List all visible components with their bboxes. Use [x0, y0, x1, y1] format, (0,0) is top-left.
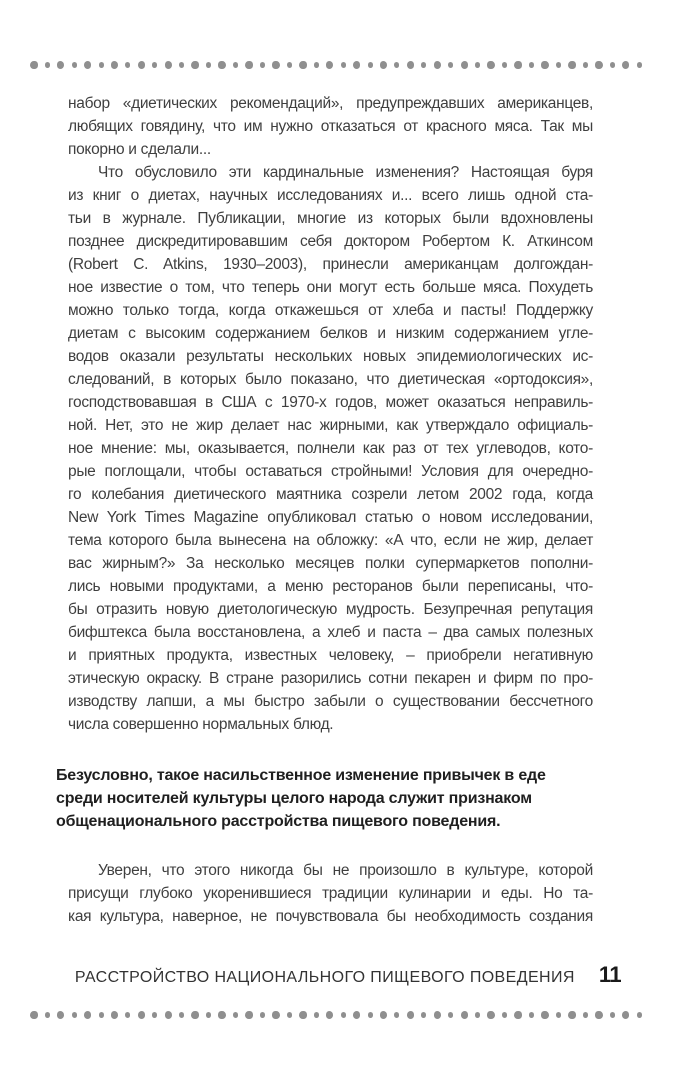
decorative-dot [45, 1012, 50, 1018]
decorative-dot [529, 62, 534, 68]
text-line: вас жирным?» За несколько месяцев полки супермаркетов пополни- [68, 555, 593, 572]
top-dotted-border [30, 58, 642, 72]
decorative-dot [99, 62, 104, 68]
decorative-dot [30, 1011, 38, 1019]
decorative-dot [461, 61, 469, 69]
page-footer [0, 962, 696, 988]
decorative-dot [165, 61, 173, 69]
decorative-dot [407, 61, 415, 69]
decorative-dot [368, 62, 373, 68]
decorative-dot [245, 1011, 253, 1019]
text-line: изводству лапши, а мы быстро забыли о существовании бессчетного [68, 693, 593, 710]
bottom-dotted-border [30, 1008, 642, 1022]
decorative-dot [637, 1012, 642, 1018]
text-line: и приятных продукта, известных человеку, – приобрели негативную [68, 647, 593, 664]
decorative-dot [57, 61, 65, 69]
text-line: следований, в которых было показано, что диетическая «ортодоксия», [68, 371, 593, 388]
decorative-dot [368, 1012, 373, 1018]
decorative-dot [152, 62, 157, 68]
text-line: покорно и сделали... [68, 141, 211, 158]
decorative-dot [165, 1011, 173, 1019]
decorative-dot [394, 62, 399, 68]
decorative-dot [583, 1012, 588, 1018]
page-number: 11 [598, 962, 622, 987]
body-paragraph [68, 92, 593, 161]
decorative-dot [421, 62, 426, 68]
decorative-dot [111, 1011, 119, 1019]
decorative-dot [152, 1012, 157, 1018]
text-line: кая культура, наверное, не почувствовала бы необходимость создания [68, 908, 593, 925]
decorative-dot [72, 1012, 77, 1018]
decorative-dot [206, 1012, 211, 1018]
decorative-dot [622, 1011, 630, 1019]
decorative-dot [353, 1011, 361, 1019]
decorative-dot [218, 1011, 226, 1019]
decorative-dot [475, 62, 480, 68]
decorative-dot [434, 1011, 442, 1019]
body-paragraph [68, 859, 593, 928]
decorative-dot [233, 62, 238, 68]
text-line: Уверен, что этого никогда бы не произошло в культуре, которой [98, 862, 593, 879]
decorative-dot [287, 62, 292, 68]
decorative-dot [595, 61, 603, 69]
text-line: тема которого была вынесена на обложку: «А что, если не жир, делает [68, 532, 593, 549]
decorative-dot [568, 61, 576, 69]
decorative-dot [487, 61, 495, 69]
page-text-block [56, 92, 593, 928]
decorative-dot [610, 1012, 615, 1018]
decorative-dot [529, 1012, 534, 1018]
decorative-dot [272, 61, 280, 69]
decorative-dot [287, 1012, 292, 1018]
decorative-dot [556, 1012, 561, 1018]
text-line: среди носителей культуры целого народа служит признаком [56, 790, 532, 807]
text-line: New York Times Magazine опубликовал статью о новом исследовании, [68, 509, 593, 526]
text-line: ное известие о том, что теперь они могут есть больше мяса. Похудеть [68, 279, 593, 296]
decorative-dot [556, 62, 561, 68]
decorative-dot [272, 1011, 280, 1019]
decorative-dot [57, 1011, 65, 1019]
decorative-dot [326, 1011, 334, 1019]
decorative-dot [233, 1012, 238, 1018]
text-line: господствовавшая в США с 1970-х годов, может оказаться неправиль- [68, 394, 593, 411]
decorative-dot [448, 1012, 453, 1018]
running-title: РАССТРОЙСТВО НАЦИОНАЛЬНОГО ПИЩЕВОГО ПОВЕДЕНИЯ [74, 969, 575, 986]
decorative-dot [541, 1011, 549, 1019]
decorative-dot [138, 1011, 146, 1019]
text-line: рые поглощали, чтобы оставаться стройными! Условия для очередно- [68, 463, 593, 480]
decorative-dot [380, 61, 388, 69]
decorative-dot [595, 1011, 603, 1019]
text-line: общенационального расстройства пищевого поведения. [56, 813, 501, 830]
decorative-dot [45, 62, 50, 68]
decorative-dot [84, 1011, 92, 1019]
text-line: бы отразить новую диетологическую мудрость. Безупречная репутация [68, 601, 593, 618]
decorative-dot [622, 61, 630, 69]
text-line: присущи глубоко укоренившиеся традиции кулинарии и еды. Но та- [68, 885, 593, 902]
text-line: лись новыми продуктами, а меню ресторанов были переписаны, что- [68, 578, 593, 595]
decorative-dot [487, 1011, 495, 1019]
text-line: из книг о диетах, научных исследованиях и... всего лишь одной ста- [68, 187, 593, 204]
decorative-dot [502, 62, 507, 68]
decorative-dot [99, 1012, 104, 1018]
decorative-dot [583, 62, 588, 68]
highlight-paragraph [56, 764, 593, 833]
decorative-dot [461, 1011, 469, 1019]
decorative-dot [299, 1011, 307, 1019]
decorative-dot [541, 61, 549, 69]
decorative-dot [245, 61, 253, 69]
text-line: набор «диетических рекомендаций», предупреждавших американцев, [68, 95, 593, 112]
decorative-dot [30, 61, 38, 69]
text-line: бифштекса была восстановлена, а хлеб и паста – два самых полезных [68, 624, 593, 641]
decorative-dot [514, 61, 522, 69]
decorative-dot [637, 62, 642, 68]
text-line: этическую окраску. В стране разорились сотни пекарен и фирм по про- [68, 670, 593, 687]
decorative-dot [502, 1012, 507, 1018]
text-line: можно только тогда, когда откажешься от хлеба и пасты! Поддержку [68, 302, 593, 319]
decorative-dot [394, 1012, 399, 1018]
decorative-dot [260, 1012, 265, 1018]
text-line: любящих говядину, что им нужно отказаться от красного мяса. Так мы [68, 118, 593, 135]
decorative-dot [138, 61, 146, 69]
decorative-dot [125, 62, 130, 68]
decorative-dot [407, 1011, 415, 1019]
decorative-dot [111, 61, 119, 69]
decorative-dot [72, 62, 77, 68]
decorative-dot [421, 1012, 426, 1018]
text-line: Что обусловило эти кардинальные изменения? Настоящая буря [98, 164, 593, 181]
decorative-dot [314, 1012, 319, 1018]
decorative-dot [341, 1012, 346, 1018]
decorative-dot [84, 61, 92, 69]
text-line: позднее дискредитировавшим себя доктором Робертом К. Аткинсом [68, 233, 593, 250]
decorative-dot [179, 1012, 184, 1018]
decorative-dot [179, 62, 184, 68]
decorative-dot [191, 1011, 199, 1019]
decorative-dot [610, 62, 615, 68]
text-line: го колебания диетического маятника созрели летом 2002 года, когда [68, 486, 593, 503]
decorative-dot [218, 61, 226, 69]
decorative-dot [341, 62, 346, 68]
text-line: (Robert C. Atkins, 1930–2003), принесли американцам долгождан- [68, 256, 593, 273]
decorative-dot [568, 1011, 576, 1019]
text-line: числа совершенно нормальных блюд. [68, 716, 334, 733]
decorative-dot [191, 61, 199, 69]
text-line: тьи в журнале. Публикации, многие из которых были вдохновлены [68, 210, 593, 227]
decorative-dot [448, 62, 453, 68]
decorative-dot [260, 62, 265, 68]
decorative-dot [353, 61, 361, 69]
decorative-dot [326, 61, 334, 69]
decorative-dot [299, 61, 307, 69]
decorative-dot [434, 61, 442, 69]
text-line: водов оказали результаты нескольких новых эпидемиологических ис- [68, 348, 593, 365]
decorative-dot [380, 1011, 388, 1019]
text-line: ной. Нет, это не жир делает нас жирными, как утверждало официаль- [68, 417, 593, 434]
text-line: диетам с высоким содержанием белков и низким содержанием угле- [68, 325, 593, 342]
decorative-dot [206, 62, 211, 68]
text-line: ное мнение: мы, оказывается, полнели как раз от тех углеводов, кото- [68, 440, 593, 457]
body-paragraph [68, 161, 593, 736]
decorative-dot [475, 1012, 480, 1018]
decorative-dot [514, 1011, 522, 1019]
decorative-dot [125, 1012, 130, 1018]
decorative-dot [314, 62, 319, 68]
text-line: Безусловно, такое насильственное изменение привычек в еде [56, 767, 546, 784]
